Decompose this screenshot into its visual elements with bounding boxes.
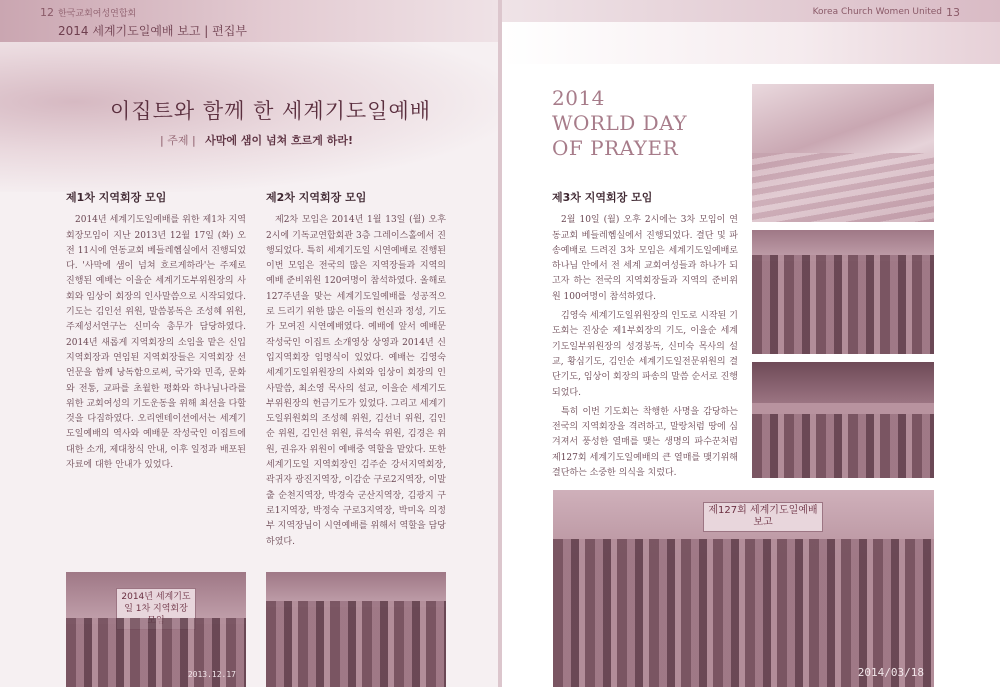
column-3 [552,190,738,481]
column-2 [266,190,446,550]
meeting-photo-1 [66,572,246,687]
prayer-photo-1 [752,230,934,354]
article-title: 이집트와 함께 한 세계기도일예배 [110,99,432,123]
group-banner: 제127회 세계기도일예배 보고 [703,502,823,532]
column-heading: 제3차 지역회장 모임 [552,191,653,204]
photo-banner: 2014년 세계기도일 1차 지역회장 [116,588,196,630]
page-number: 12 [40,6,54,19]
column-heading: 제2차 지역회장 모임 [266,191,367,204]
column-body: 제2차 모임은 2014년 1월 13일 (월) 오후 2시에 기독교연합회관 3층 그레이스홀에서 진행되었다. 특히 세계기도일 시연예배로 진행된 이번 모임은 전국의 많은 지역장들과 지역의 예배 준비위원 120여명이 참석하였다. 올해로 127주년을 맞는 세계기도일예배를 성공적으로 드리기 위한 많은 이들의 헌신과 정성, 기도가 모여진 시연예배였다. 예배에 앞서 예배문 작성국인 이집트 소개영상 상영과 2014년 신입지역회장 임명식이 있었다. 예배는 김영숙 세계기도일위원장의 사회와 임상이 회장의 인사말씀, 최소영 목사의 설교, 이을순 세계기도부위원장의 헌금기도가 있었다. 그리고 세계기도일위원회의 조성혜 위원, 김선너 위원, 김인순 위원, 김인선 위원, 류석숙 위원, 김경은 위원, 권유자 위원이 예배중 역할을 맡았다. 또한 세계기도일 지역회장인 김주순 강서지역회장, 곽귀자 광진지역장, 이감순 구로2지역장, 이말출 순천지역장, 박경숙 군산지역장, 김광지 구로1지역장, 박정숙 구로3지역장, 박미옥 의정부 지역장님이 시연예배를 위해서 역할을 담당하였다. [266,215,446,547]
column-heading: 제1차 지역회장 모임 [66,191,167,204]
group-photo-date: 2014/03/18 [857,666,924,679]
world-day-of-prayer-title [552,86,687,161]
left-page [0,0,498,687]
wdp-line-1: WORLD DAY [552,111,688,135]
page-number: 13 [946,6,960,19]
theme-line [160,132,353,148]
column-body-2: 김영숙 세계기도일위원장의 인도로 시작된 기도회는 진상순 제1부회장의 기도, 이을순 세계기도일부위원장의 성경봉독, 신미숙 목사의 설교, 황심기도, 김인순 세계기도일전문위원의 결단기도, 임상이 회장의 파송의 말씀 순서로 진행되었다. [552,311,738,398]
wdp-year: 2014 [552,86,605,110]
theme-text: 사막에 샘이 넘쳐 흐르게 하라! [205,134,354,147]
column-body: 2014년 세계기도일예배를 위한 제1차 지역회장모임이 지난 2013년 12월 17일 (화) 오전 11시에 연동교회 베들레헴실에서 진행되었다. '사막에 샘이 넘쳐 흐르게하라'는 주제로 진행된 예배는 이을순 세계기도부위원장의 사회와 임상이 회장의 인사말씀으로 시작되었다. 기도는 김인선 위원, 말씀봉독은 조성혜 위원, 주제성서연구는 신미숙 총무가 담당하였다. 2014년 새롭게 지역회장의 소임을 맡은 신입 지역회장과 연임된 지역회장들은 지역회장 선언문을 함께 낭독함으로써, 국가와 민족, 문화와 전통, 교파를 초월한 평화와 하나님나라를 위한 교회여성의 기도운동을 위해 최선을 다할 것을 다짐하였다. 오리엔테이션에서는 세계기도일예배의 역사와 예배문 작성국인 이집트에 대한 소개, 제대창식 안내, 이후 일정과 배포된 자료에 대한 안내가 있었다. [66,215,246,471]
column-body-3: 특히 이번 기도회는 착행한 사명을 감당하는 전국의 지역회장을 격려하고, 말랑처럼 땅에 심겨져서 풍성한 열매를 맺는 생명의 파수꾼처럼 제127회 세계기도일예배의 큰 열매를 맺기위해 결단하는 소중한 의식을 치렀다. [552,406,738,479]
column-body-1: 2월 10일 (월) 오후 2시에는 3차 모임이 연동교회 베들레헴실에서 진행되었다. 결단 및 파송예배로 드려진 3차 모임은 세계기도일예배로 하나님 안에서 전 세계 교회여성들과 하나가 되고자 하는 전국의 지역회장들과 지역의 준비위원 100여명이 참석하였다. [552,215,738,302]
photo-date: 2013.12.17 [187,670,236,679]
prayer-photo-2 [752,362,934,478]
theme-tag: | 주제 | [160,134,196,147]
group-photo [553,490,934,687]
org-name: Korea Church Women United [812,7,942,17]
meeting-photo-2 [266,572,446,687]
header-gradient [502,22,1000,64]
column-1 [66,190,246,473]
wdp-line-2: OF PRAYER [552,136,679,160]
desert-photo [752,84,934,222]
section-title: 2014 세계기도일예배 보고 | 편집부 [58,24,247,38]
magazine-name: 한국교회여성연합회 [58,9,137,19]
